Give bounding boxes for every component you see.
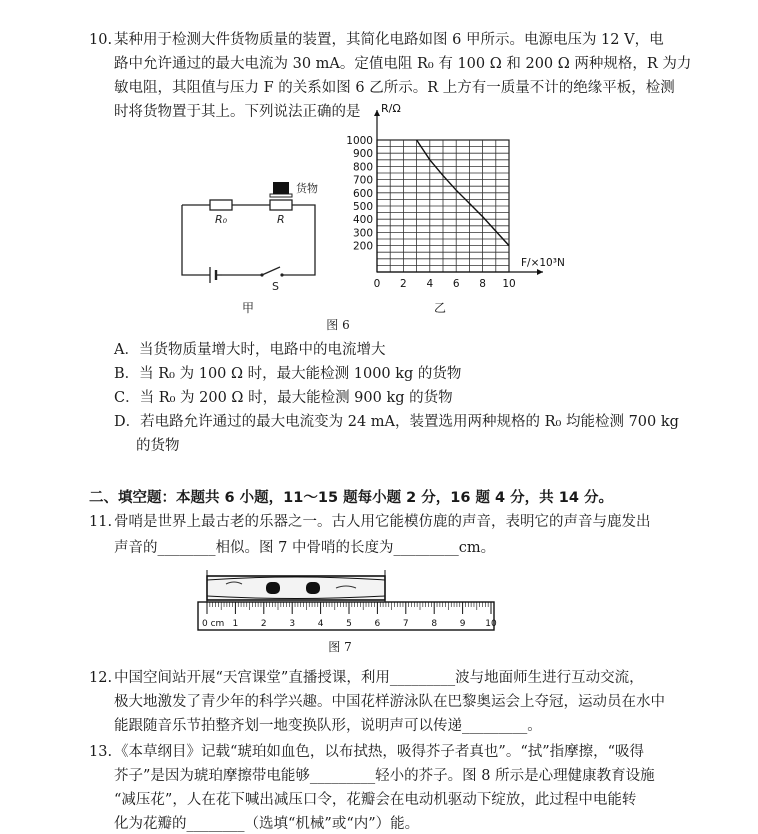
graph-grid (377, 140, 509, 272)
figure-6-caption: 图 6 (326, 318, 350, 332)
graph-x-tick-label: 2 (400, 278, 407, 290)
bone-whistle-ruler-figure (196, 570, 496, 634)
graph-y-tick-label: 400 (352, 214, 373, 227)
q11-line-1: 骨哨是世界上最古老的乐器之一。古人用它能模仿鹿的声音，表明它的声音与鹿发出 (114, 514, 651, 530)
graph-y-tick-label: 300 (352, 227, 373, 240)
q12-line-2: 极大地激发了青少年的科学兴趣。中国花样游泳队在巴黎奥运会上夺冠，运动员在水中 (114, 694, 665, 710)
q10-line-2: 路中允许通过的最大电流为 30 mA。定值电阻 R₀ 有 100 Ω 和 200 Ω 两种规格，R 为力 (114, 56, 692, 72)
graph-x-arrow (537, 269, 543, 275)
ruler-tick-label: 1 (232, 619, 239, 629)
q10-option-a: A．当货物质量增大时，电路中的电流增大 (114, 342, 386, 358)
q10-option-b: B．当 R₀ 为 100 Ω 时，最大能检测 1000 kg 的货物 (114, 366, 462, 382)
q10-number: 10. (89, 32, 113, 48)
graph-y-tick-label: 900 (352, 148, 373, 161)
q10-option-c: C．当 R₀ 为 200 Ω 时，最大能检测 900 kg 的货物 (114, 390, 453, 406)
resistance-force-graph (345, 102, 570, 297)
ruler-tick-label: 3 (289, 619, 296, 629)
graph-x-tick-label: 8 (479, 278, 486, 290)
q11-line-2: 声音的________相似。图 7 中骨哨的长度为_________cm。 (114, 540, 496, 556)
ruler-tick-label: 6 (374, 619, 381, 629)
q10-option-d-cont: 的货物 (136, 438, 180, 454)
bone-whistle (207, 576, 385, 600)
insulating-plate (270, 194, 292, 197)
q10-line-4: 时将货物置于其上。下列说法正确的是 (114, 104, 361, 120)
graph-x-tick-label: 4 (426, 278, 434, 290)
ruler-tick-label: 4 (317, 619, 324, 629)
ruler-tick-label: 7 (402, 619, 409, 629)
q10-option-d: D．若电路允许通过的最大电流变为 24 mA，装置选用两种规格的 R₀ 均能检测 700 kg (114, 414, 679, 430)
q12-line-3: 能跟随音乐节拍整齐划一地变换队形，说明声可以传递_________。 (114, 718, 542, 734)
q12-line-1: 中国空间站开展“天宫课堂”直播授课，利用_________波与地面师生进行互动交流， (114, 670, 644, 686)
graph-y-tick-label: 600 (352, 187, 373, 200)
circuit-diagram (170, 175, 330, 305)
q12-number: 12. (89, 670, 113, 686)
circuit-caption: 甲 (241, 301, 254, 315)
ruler-tick-label: 9 (459, 619, 466, 629)
q10-line-1: 某种用于检测大件货物质量的装置，其简化电路如图 6 甲所示。电源电压为 12 V，电 (114, 32, 664, 48)
r-label: R (277, 213, 285, 226)
q13-line-1: 《本草纲目》记载“琥珀如血色，以布拭热，吸得芥子者真也”。“拭”指摩擦，“吸得 (114, 744, 645, 760)
ruler-unit-label: 0 cm (202, 619, 225, 629)
q11-number: 11. (89, 514, 113, 530)
graph-x-axis-label: F/×10³N (521, 257, 565, 269)
graph-y-tick-label: 800 (352, 161, 373, 174)
section-2-title: 二、填空题：本题共 6 小题，11～15 题每小题 2 分，16 题 4 分，共 14 分。 (89, 490, 613, 506)
ruler-tick-label: 5 (346, 619, 352, 629)
graph-caption: 乙 (433, 301, 446, 315)
ruler-tick-label: 8 (431, 619, 438, 629)
ruler-tick-label: 2 (260, 619, 267, 629)
switch-blade (262, 267, 280, 275)
r-resistor (270, 200, 292, 210)
graph-x-tick-label: 0 (373, 278, 381, 290)
graph-y-tick-label: 500 (352, 201, 373, 213)
q13-number: 13. (89, 744, 113, 760)
r0-label: R₀ (215, 213, 228, 226)
figure-7-caption: 图 7 (328, 640, 352, 654)
q13-line-4: 化为花瓣的________（选填“机械”或“内”）能。 (114, 816, 420, 832)
ruler-tick-label: 10 (485, 619, 497, 629)
graph-y-tick-label: 1000 (346, 135, 373, 147)
q10-line-3: 敏电阻，其阻值与压力 F 的关系如图 6 乙所示。R 上方有一质量不计的绝缘平板，检测 (114, 80, 675, 96)
graph-x-tick-label: 10 (502, 278, 516, 290)
graph-x-tick-label: 6 (452, 278, 460, 290)
cargo-label: 货物 (296, 182, 318, 195)
r0-resistor (210, 200, 232, 210)
graph-y-tick-label: 200 (352, 240, 373, 253)
graph-y-axis-label: R/Ω (381, 102, 401, 115)
cargo-box (273, 182, 289, 194)
q13-line-3: “减压花”，人在花下喊出减压口令，花瓣会在电动机驱动下绽放，此过程中电能转 (114, 792, 637, 808)
graph-y-arrow (374, 110, 380, 116)
switch-label: S (272, 280, 279, 293)
whistle-hole-2 (306, 582, 320, 594)
graph-y-tick-label: 700 (352, 174, 373, 187)
whistle-hole-1 (266, 582, 280, 594)
q13-line-2: 芥子”是因为琥珀摩擦带电能够_________轻小的芥子。图 8 所示是心理健康教育设施 (114, 768, 655, 784)
